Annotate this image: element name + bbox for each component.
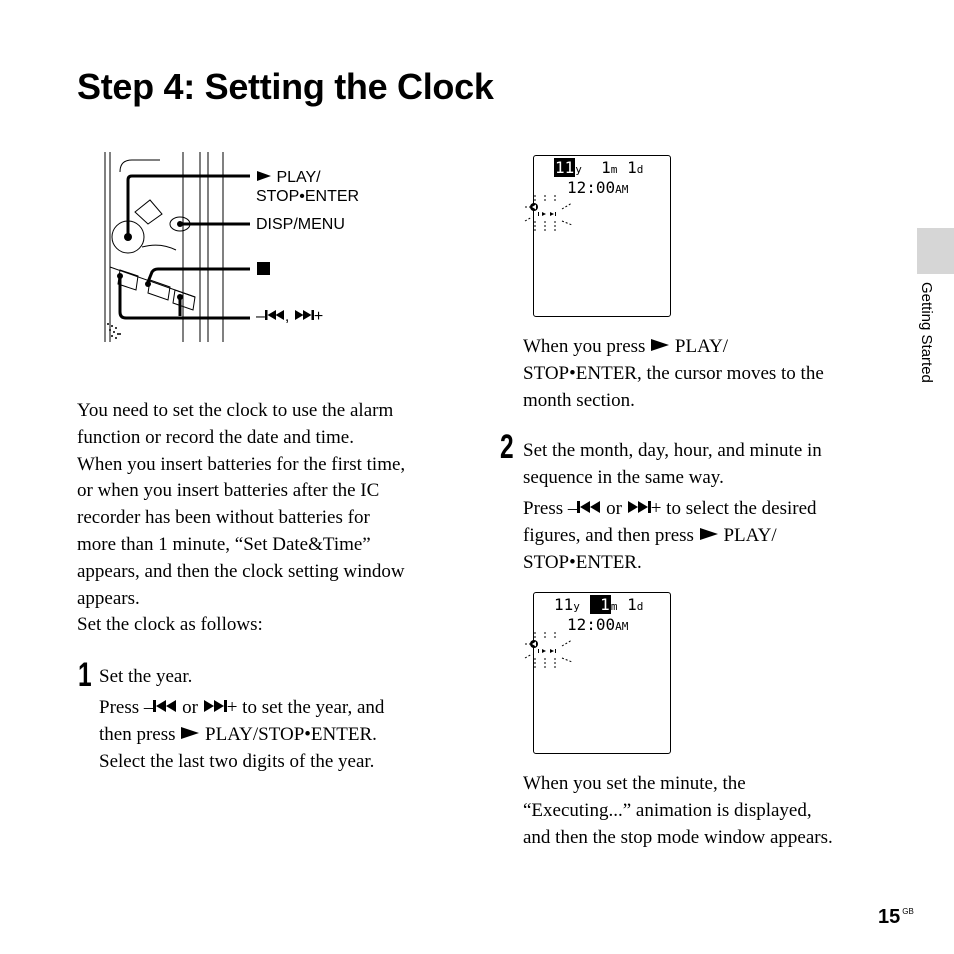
section-tab xyxy=(917,228,954,274)
month-value-selected: 1 xyxy=(590,595,611,614)
step-2-body: Press – or + to select the desired figures, and then press PLAY/ STOP•ENTER. xyxy=(523,498,817,573)
next-icon xyxy=(203,699,227,713)
play-icon xyxy=(699,527,719,541)
lcd-2-date-row: 11y 1m 1d xyxy=(554,595,644,614)
skip-buttons-label: – , + xyxy=(256,308,324,325)
play-icon xyxy=(180,726,200,740)
lcd-1-date-row: 11y 1m 1d xyxy=(555,158,644,177)
lcd-1-time-row: 12:00AM xyxy=(567,178,629,197)
year-value-selected: 11 xyxy=(555,158,575,177)
stop-icon xyxy=(257,262,270,275)
intro-text: You need to set the clock to use the alarm function or record the date and time. When you insert batteries for the first time, or when you insert batteries after the IC recorder has been without batteries for more than 1 minute, “Set Date&Time” appears, and then the clock setting window appears. Set the clock as follows: xyxy=(77,400,406,636)
play-icon xyxy=(650,338,670,352)
lcd-2-time-row: 12:00AM xyxy=(567,615,629,634)
next-icon xyxy=(627,500,651,514)
step-1-heading: Set the year. xyxy=(99,666,193,687)
final-text: When you set the minute, the “Executing...” animation is displayed, and then the stop mode window appears. xyxy=(523,773,833,848)
cursor-moves-text: When you press PLAY/ STOP•ENTER, the cursor moves to the month section. xyxy=(523,336,824,411)
blinking-cursor-icon xyxy=(522,195,582,233)
section-label xyxy=(913,282,943,422)
step-2-heading: Set the month, day, hour, and minute in sequence in the same way. xyxy=(523,440,822,488)
disp-menu-label: DISP/MENU xyxy=(256,216,345,233)
previous-icon xyxy=(153,699,177,713)
blinking-cursor-icon xyxy=(522,632,582,670)
step-1-number: 1 xyxy=(78,656,92,694)
device-diagram xyxy=(100,152,260,347)
play-stop-enter-label: PLAY/ STOP•ENTER xyxy=(256,169,360,205)
page-number: 15 $^{GB}$ xyxy=(878,906,914,928)
previous-icon xyxy=(265,309,285,321)
previous-icon xyxy=(577,500,601,514)
play-icon xyxy=(256,170,272,182)
section-label-text: Getting Started xyxy=(918,282,935,383)
next-icon xyxy=(294,309,314,321)
step-1-body: Press – or + to set the year, and then press PLAY/STOP•ENTER. Select the last two digits of the year. xyxy=(99,697,385,772)
page-title: Step 4: Setting the Clock xyxy=(77,66,494,107)
step-2-number: 2 xyxy=(500,428,514,466)
